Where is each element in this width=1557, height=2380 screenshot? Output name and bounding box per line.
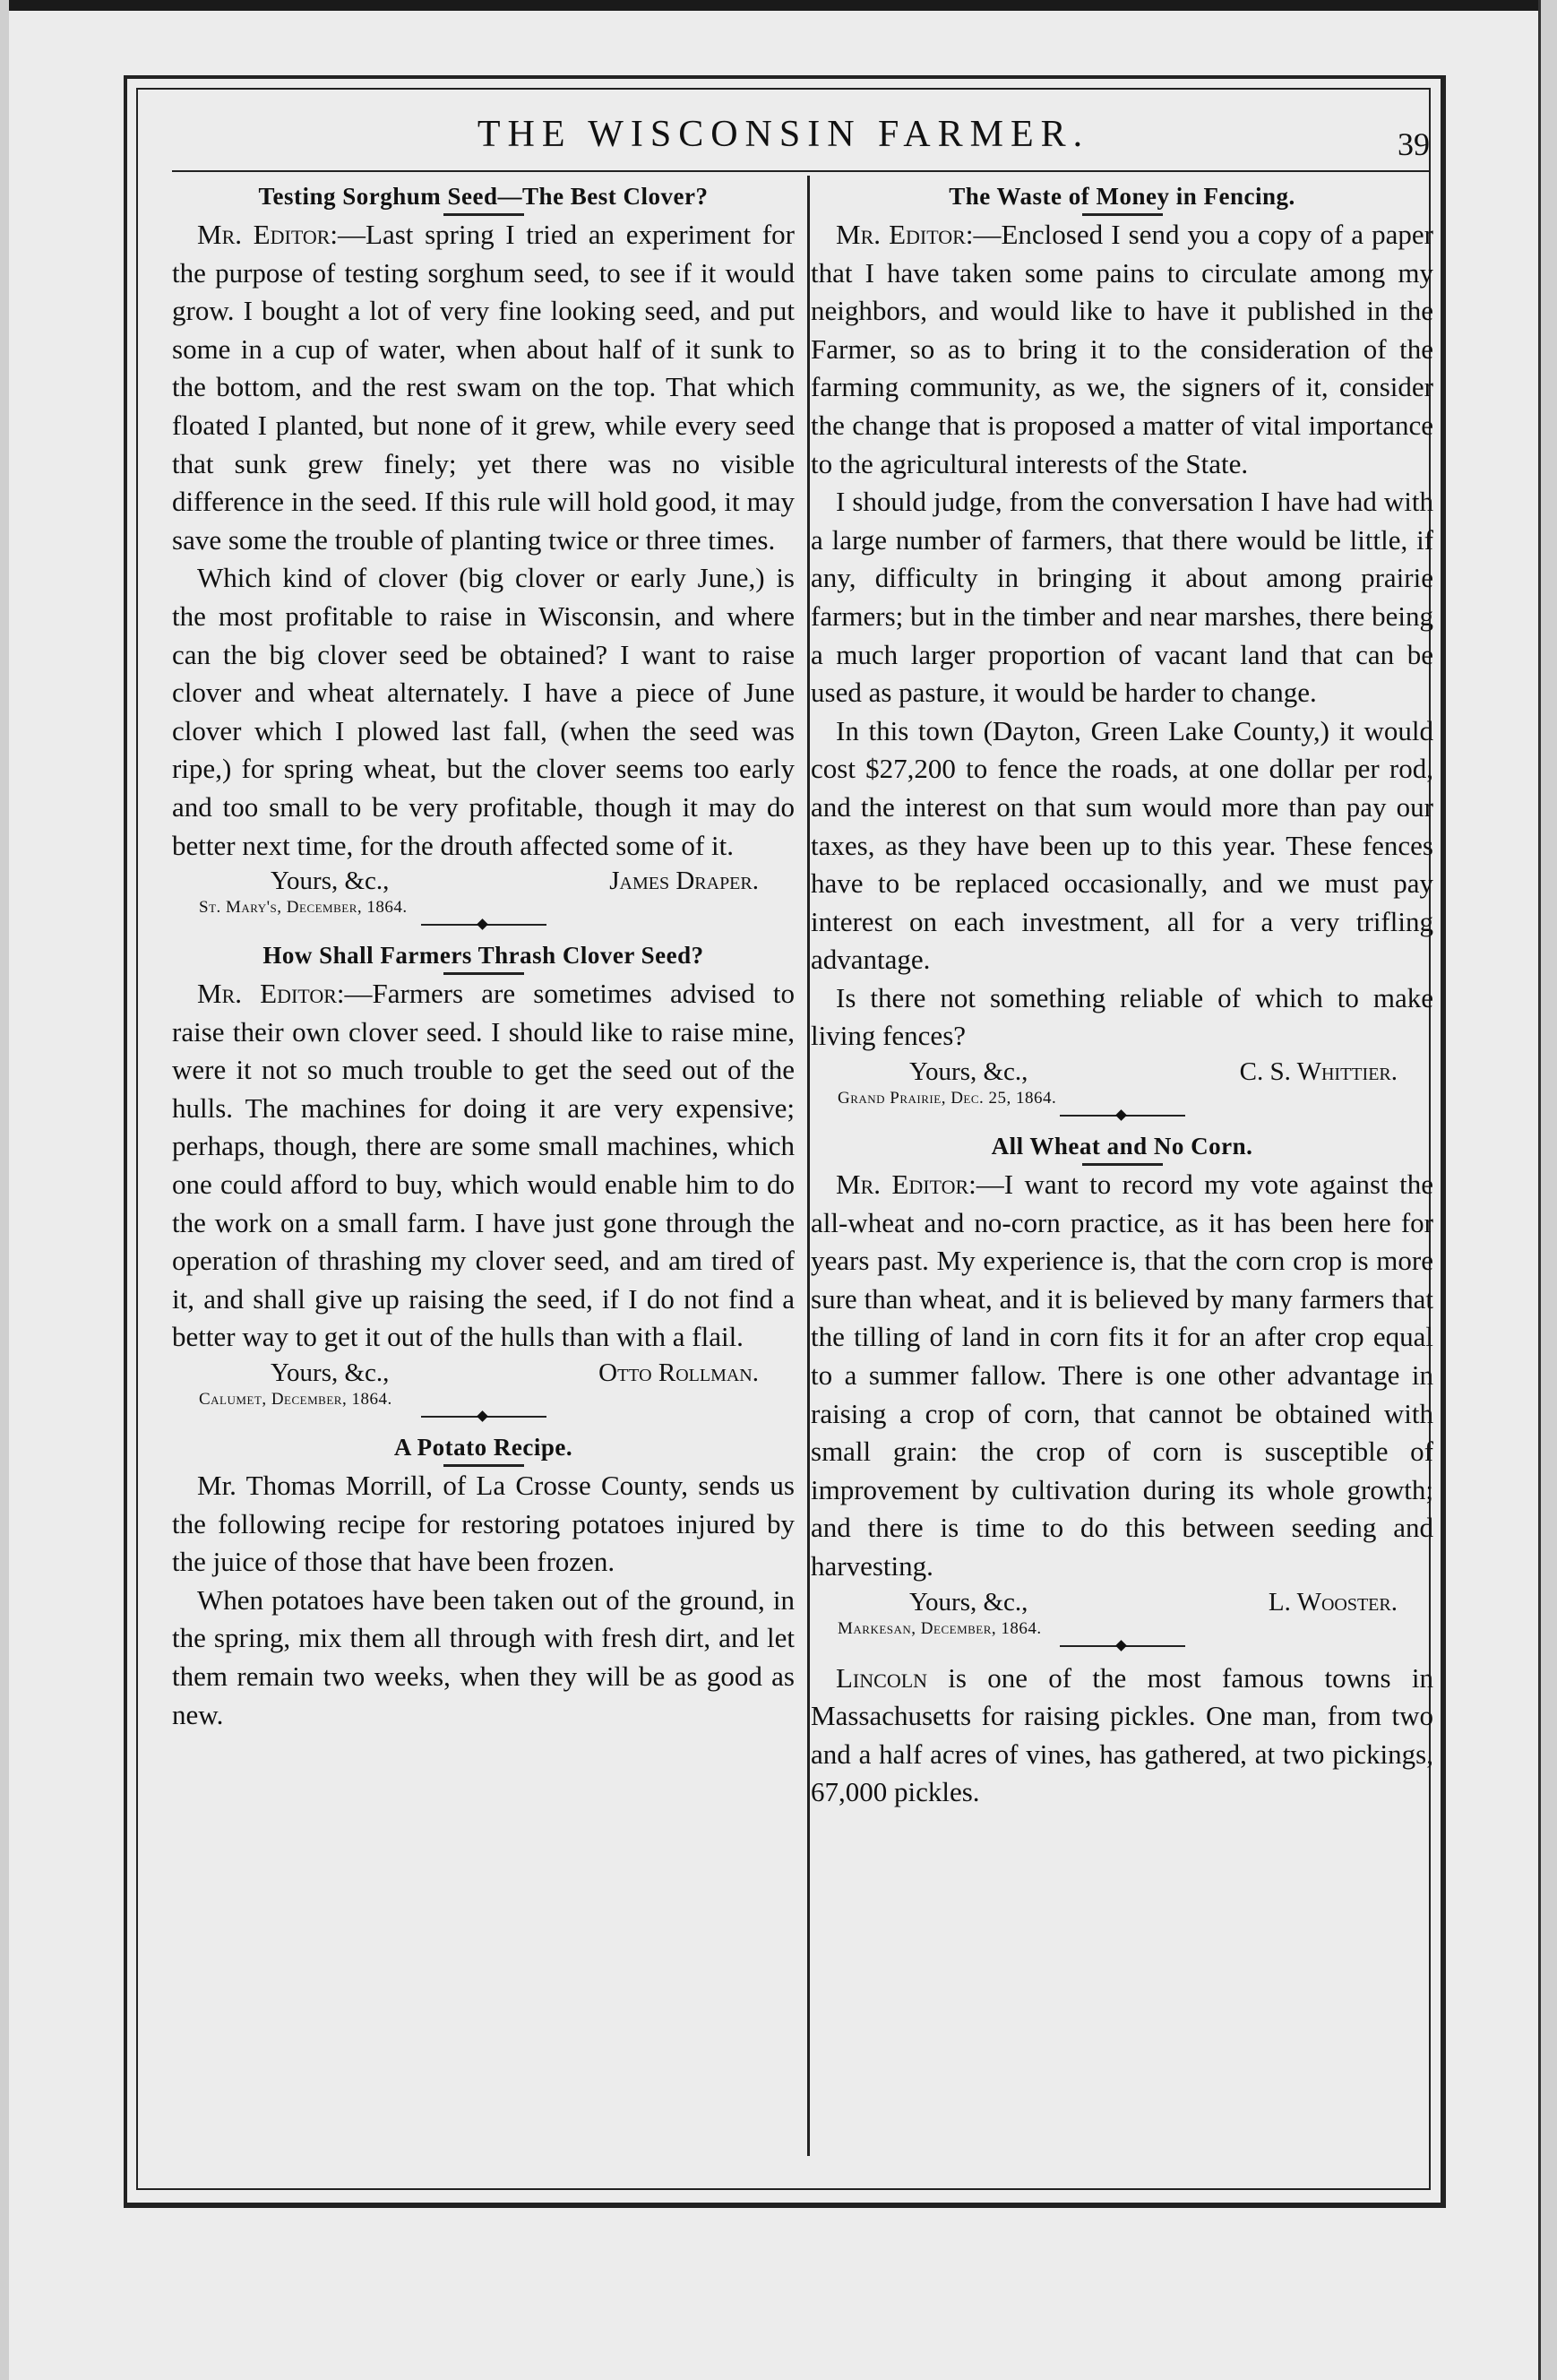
lead-word: Lincoln xyxy=(836,1661,928,1694)
signature-line xyxy=(811,1056,1433,1088)
paragraph-text: —Farmers are sometimes advised to raise their own clover seed. I should like to raise mine, were it not so much trouble to get the seed out of the hulls. The machines for doing it are very expensive; perhaps, though, there are some small machines, which one could afford to buy, which would enable him to do the work on a small farm. I have just gone through the operation of thrashing my clover seed, and am tired of it, and shall give up raising the seed, if I do not find a better way to get it out of the hulls than with a flail. xyxy=(172,978,795,1353)
article-all-wheat xyxy=(811,1129,1433,1651)
article-sorghum-seed xyxy=(172,179,795,929)
ornamental-divider xyxy=(1060,1642,1185,1651)
article-title: How Shall Farmers Thrash Clover Seed? xyxy=(262,942,704,970)
signature-line xyxy=(172,1357,795,1389)
article-paragraph xyxy=(172,975,795,1357)
article-paragraph xyxy=(811,216,1433,483)
article-lincoln-pickles xyxy=(811,1660,1433,1812)
article-title: All Wheat and No Corn. xyxy=(991,1133,1253,1160)
salutation: Mr. Editor: xyxy=(197,219,339,250)
closing: Yours, &c., xyxy=(909,1057,1028,1087)
dateline: Markesan, December, 1864. xyxy=(838,1618,1042,1638)
ornamental-divider xyxy=(1060,1111,1185,1120)
scan-top-edge xyxy=(0,0,1557,11)
article-paragraph: Mr. Thomas Morrill, of La Crosse County, sends us the following recipe for restoring potatoes injured by the juice of those that have been frozen. xyxy=(172,1470,795,1578)
article-title: The Waste of Money in Fencing. xyxy=(949,183,1295,210)
article-paragraph xyxy=(811,1660,1433,1812)
paragraph-text: —Last spring I tried an experiment for the purpose of testing sorghum seed, to see if it would grow. I bought a lot of very fine looking seed, and put some in a cup of water, when about half of it sunk to the bottom, and the rest swam on the top. That which floated I planted, but none of it grew, while every seed that sunk grew finely; yet there was no visible difference in the seed. If this rule will hold good, it may save some the trouble of planting twice or three times. xyxy=(172,219,795,556)
article-paragraph: In this town (Dayton, Green Lake County,) it would cost $27,200 to fence the roads, at one dollar per rod, and the interest on that sum would more than pay our taxes, as they have been up to this year. These fences have to be replaced occasionally, and we must pay interest on each investment, all for a very trifling advantage. xyxy=(811,714,1433,976)
scan-right-edge xyxy=(1538,0,1557,2380)
article-paragraph: I should judge, from the conversation I have had with a large number of farmers, that there would be little, if any, difficulty in bringing it about among prairie farmers; but in the timber and near marshes, there being a much larger proportion of vacant land that can be used as pasture, it would be harder to change. xyxy=(811,486,1433,709)
paragraph-text: is one of the most famous towns in Massachusetts for raising pickles. One man, from two and a half acres of vines, has gathered, at two pickings, 67,000 pickles. xyxy=(811,1661,1433,1808)
signature-line xyxy=(811,1586,1433,1618)
header-rule xyxy=(172,170,1431,172)
closing: Yours, &c., xyxy=(909,1587,1028,1617)
ornamental-divider xyxy=(421,920,546,929)
article-potato-recipe xyxy=(172,1430,795,1734)
dateline: Grand Prairie, Dec. 25, 1864. xyxy=(838,1089,1057,1108)
left-column xyxy=(172,179,795,1734)
dateline: Calumet, December, 1864. xyxy=(199,1390,392,1410)
article-paragraph xyxy=(172,216,795,559)
page-number: 39 xyxy=(1398,126,1430,162)
column-divider xyxy=(807,176,810,2156)
right-column xyxy=(811,179,1433,1812)
article-paragraph: Which kind of clover (big clover or early June,) is the most profitable to raise in Wisconsin, and where can the big clover seed be obtained? I want to raise clover and wheat alternately. I have a piece of June clover which I plowed last fall, (when the seed was ripe,) for spring wheat, but the clover seems too early and too small to be very profitable, though it may do better next time, for the drouth affected some of it. xyxy=(172,562,795,861)
running-head: THE WISCONSIN FARMER. xyxy=(477,114,1090,155)
article-fencing xyxy=(811,179,1433,1120)
closing: Yours, &c., xyxy=(271,867,390,896)
dateline: St. Mary's, December, 1864. xyxy=(199,898,408,918)
author-name: C. S. Whittier. xyxy=(1239,1057,1398,1087)
article-thrash-clover xyxy=(172,938,795,1421)
scan-left-edge xyxy=(0,0,9,2380)
paragraph-text: —I want to record my vote against the all-wheat and no-corn practice, as it has been here for years past. My experience is, that the corn crop is more sure than wheat, and it is believed by many farmers that the tilling of land in corn fits it for an after crop equal to a summer fallow. There is one other advantage in raising a crop of corn, that cannot be obtained with small grain: the crop of corn is susceptible of improvement by cultivation during its whole growth; and there is time to do this between seeding and harvesting. xyxy=(811,1168,1433,1582)
author-name: Otto Rollman. xyxy=(598,1358,759,1388)
paragraph-text: —Enclosed I send you a copy of a paper that I have taken some pains to circulate among my neighbors, and would like to have it published in the Farmer, so as to bring it to the consideration of the farming community, as we, the signers of it, consider the change that is proposed a matter of vital importance to the agricultural interests of the State. xyxy=(811,219,1433,479)
article-paragraph: When potatoes have been taken out of the ground, in the spring, mix them all through with fresh dirt, and let them remain two weeks, when they will be as good as new. xyxy=(172,1583,795,1730)
article-title: Testing Sorghum Seed—The Best Clover? xyxy=(258,183,709,210)
author-name: L. Wooster. xyxy=(1268,1587,1398,1617)
closing: Yours, &c., xyxy=(271,1358,390,1388)
salutation: Mr. Editor: xyxy=(197,978,345,1010)
article-paragraph xyxy=(811,1166,1433,1586)
ornamental-divider xyxy=(421,1412,546,1421)
salutation: Mr. Editor: xyxy=(836,1168,976,1201)
author-name: James Draper. xyxy=(609,867,759,896)
article-title: A Potato Recipe. xyxy=(393,1434,573,1462)
salutation: Mr. Editor: xyxy=(836,219,974,250)
signature-line xyxy=(172,865,795,897)
article-paragraph: Is there not something reliable of which to make living fences? xyxy=(811,981,1433,1052)
